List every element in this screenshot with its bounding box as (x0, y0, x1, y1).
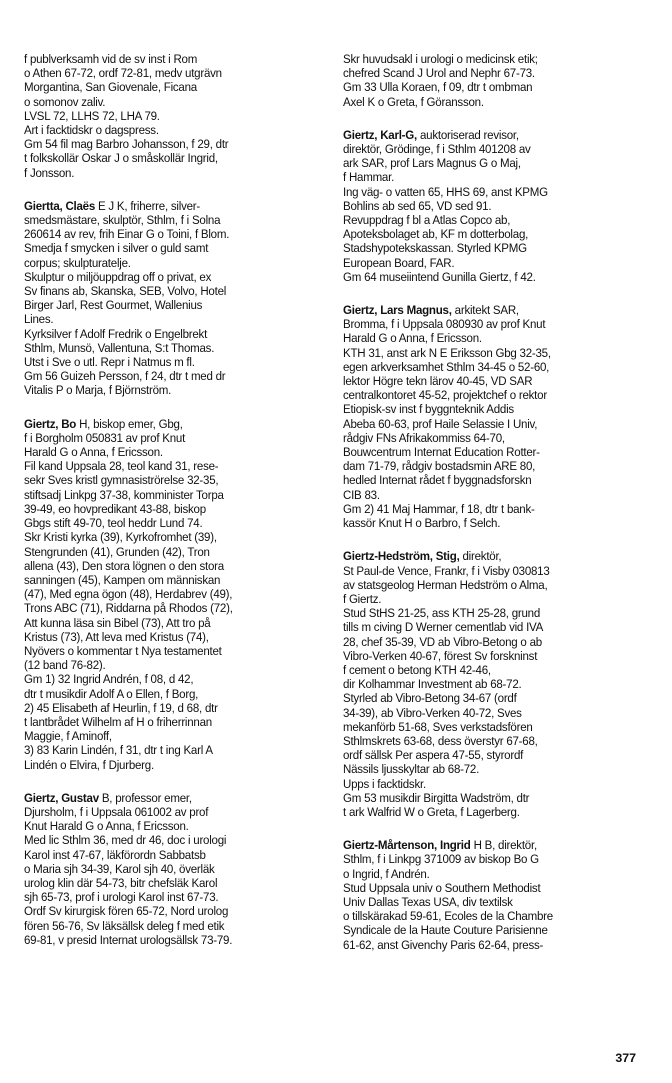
entry-text: 28, chef 35-39, VD ab Vibro-Betong o ab (343, 634, 542, 649)
entry-text: t ark Walfrid W o Greta, f Lagerberg. (343, 804, 520, 819)
entry-text: CIB 83. (343, 487, 380, 502)
entry-line (343, 881, 631, 895)
entry-line (24, 355, 312, 369)
entry-text: 34-39), ab Vibro-Verken 40-72, Sves (343, 705, 522, 720)
entry-text: urolog klin där 54-73, bitr chefsläk Karol (24, 875, 218, 890)
entry-line (24, 166, 312, 180)
entry-line (24, 284, 312, 298)
entry-line (24, 327, 312, 341)
entry-line (24, 137, 312, 151)
entry-text: Karol inst 47-67, läkförordn Sabbatsb (24, 847, 206, 862)
entry-text: Morgantina, San Giovenale, Ficana (24, 80, 197, 95)
entry-line (343, 691, 631, 705)
entry-text: 39-49, eo hovpredikant 43-88, biskop (24, 501, 206, 516)
entry-line (343, 706, 631, 720)
entry-text: Lines. (24, 312, 54, 327)
entry-line (343, 867, 631, 881)
entry-line (343, 317, 631, 331)
entry-text: Gm 54 fil mag Barbro Johansson, f 29, dtr (24, 137, 229, 152)
entry-line (24, 445, 312, 459)
entry-text: Trons ABC (71), Riddarna på Rhodos (72), (24, 601, 233, 616)
entry-text: rådgiv FNs Afrikakommiss 64-70, (343, 430, 505, 445)
entry-text: tills m civing D Werner cementlab vid IVA (343, 620, 544, 635)
entry-text: f i Borgholm 050831 av prof Knut (24, 430, 186, 445)
entry-text: f Jonsson. (24, 165, 75, 180)
entry-text: Apoteksbolaget ab, KF m dotterbolag, (343, 227, 529, 242)
entry-text: hedled Internat rådet f byggnadsforskn (343, 473, 532, 488)
entry-line (24, 644, 312, 658)
entry-text: Gm 64 museiintend Gunilla Giertz, f 42. (343, 269, 536, 284)
entry-name: Giertz-Mårtenson, Ingrid (343, 838, 471, 853)
entry-text: f cement o betong KTH 42-46, (343, 662, 491, 677)
entry-text: Harald G o Anna, f Ericsson. (343, 331, 482, 346)
directory-entry (343, 549, 653, 819)
entry-text: Stengrunden (41), Grunden (42), Tron (24, 544, 210, 559)
entry-line (343, 777, 631, 791)
entry-text: H, biskop emer, Gbg, (76, 416, 183, 431)
entry-text: corpus; skulpturatelje. (24, 255, 131, 270)
entry-line (24, 270, 312, 284)
entry-line (24, 687, 312, 701)
entry-text: Ordf Sv kirurgisk fören 65-72, Nord urolog (24, 904, 229, 919)
entry-line (24, 587, 312, 601)
entry-text: Skr huvudsakl i urologi o medicinsk etik; (343, 52, 538, 66)
directory-entry (24, 791, 334, 947)
entry-text: Gbgs stift 49-70, teol heddr Lund 74. (24, 516, 203, 531)
entry-line (24, 298, 312, 312)
entry-line (24, 701, 312, 715)
entry-line (343, 606, 631, 620)
entry-line (24, 473, 312, 487)
entry-text: St Paul-de Vence, Frankr, f i Visby 030813 (343, 563, 550, 578)
entry-text: Att kunna läsa sin Bibel (73), Att tro på (24, 615, 211, 630)
entry-text: E J K, friherre, silver- (95, 198, 201, 213)
entry-text: egen arkverksamhet Sthlm 34-45 o 52-60, (343, 359, 550, 374)
entry-text: Univ Dallas Texas USA, div textilsk (343, 894, 513, 909)
entry-line (343, 331, 631, 345)
directory-entry (24, 52, 334, 180)
entry-text: B, professor emer, (98, 790, 192, 805)
entry-line (24, 573, 312, 587)
entry-text: 3) 83 Karin Lindén, f 31, dtr t ing Karl A (24, 743, 213, 758)
entry-text: Bouwcentrum Internat Education Rotter- (343, 445, 540, 460)
entry-text: Nässils ljusskyltar ab 68-72. (343, 762, 480, 777)
entry-text: ark SAR, prof Lars Magnus G o Maj, (343, 156, 521, 171)
entry-line (343, 241, 631, 255)
entry-text: Djursholm, f i Uppsala 061002 av prof (24, 804, 209, 819)
entry-text: Gm 33 Ulla Koraen, f 09, dtr t ombman (343, 80, 533, 95)
entry-name: Giertz, Karl-G, (343, 127, 417, 142)
entry-line (24, 80, 312, 94)
entry-line (343, 431, 631, 445)
entry-text: Revuppdrag f bl a Atlas Copco ab, (343, 213, 511, 228)
entry-line (24, 919, 312, 933)
entry-text: Sthlmskrets 63-68, dess överstyr 67-68, (343, 733, 538, 748)
entry-text: allena (43), Den stora lögnen o den stora (24, 558, 224, 573)
entry-line (24, 876, 312, 890)
entry-line (24, 312, 312, 326)
entry-text: ordf sällsk Per aspera 47-55, styrordf (343, 748, 524, 763)
entry-text: chefred Scand J Urol and Nephr 67-73. (343, 66, 535, 81)
entry-line (343, 677, 631, 691)
entry-line (343, 303, 631, 317)
entry-line (24, 743, 312, 757)
entry-text: Lindén o Elvira, f Djurberg. (24, 757, 154, 772)
entry-line (343, 720, 631, 734)
entry-line (24, 559, 312, 573)
entry-line (24, 502, 312, 516)
entry-text: Styrled ab Vibro-Betong 34-67 (ordf (343, 691, 517, 706)
entry-line (24, 791, 312, 805)
entry-line (24, 431, 312, 445)
entry-line (24, 256, 312, 270)
directory-entry (24, 417, 334, 772)
entry-text: fören 56-76, Sv läksällsk deleg f med etik (24, 918, 225, 933)
entry-line (343, 227, 631, 241)
entry-text: Skulptur o miljöuppdrag off o privat, ex (24, 269, 212, 284)
entry-line (343, 52, 631, 66)
entry-line (343, 374, 631, 388)
entry-text: Stadshypotekskassan. Styrled KPMG (343, 241, 527, 256)
entry-text: auktoriserad revisor, (416, 127, 519, 142)
entry-text: sjh 65-73, prof i urologi Karol inst 67-73. (24, 890, 219, 905)
entry-line (24, 227, 312, 241)
entry-line (343, 923, 631, 937)
entry-text: Gm 2) 41 Maj Hammar, f 18, dtr t bank- (343, 501, 535, 516)
entry-line (343, 620, 631, 634)
entry-text: dam 71-79, rådgiv bostadsmin ARE 80, (343, 459, 536, 474)
entry-line (24, 459, 312, 473)
entry-line (343, 66, 631, 80)
entry-line (24, 151, 312, 165)
entry-text: arkitekt SAR, (451, 303, 519, 318)
entry-line (343, 592, 631, 606)
entry-name: Giertz-Hedström, Stig, (343, 549, 460, 564)
entry-line (343, 635, 631, 649)
entry-text: Fil kand Uppsala 28, teol kand 31, rese- (24, 459, 219, 474)
entry-line (24, 52, 312, 66)
entry-line (24, 545, 312, 559)
entry-line (24, 904, 312, 918)
entry-text: Sv finans ab, Skanska, SEB, Volvo, Hotel (24, 284, 227, 299)
entry-text: European Board, FAR. (343, 255, 455, 270)
entry-text: o tillskärakad 59-61, Ecoles de la Chambre (343, 909, 553, 924)
entry-text: f publverksamh vid de sv inst i Rom (24, 52, 198, 66)
entry-line (24, 530, 312, 544)
entry-text: o Athen 67-72, ordf 72-81, medv utgrävn (24, 66, 222, 81)
entry-line (24, 933, 312, 947)
entry-line (343, 156, 631, 170)
entry-text: Syndicale de la Haute Couture Parisienne (343, 923, 548, 938)
entry-text: Stud Uppsala univ o Southern Methodist (343, 880, 541, 895)
entry-text: t folkskollär Oskar J o småskollär Ingrid, (24, 151, 218, 166)
entry-line (343, 549, 631, 563)
left-column (24, 52, 334, 966)
entry-text: 260614 av rev, frih Einar G o Toini, f Blom. (24, 227, 230, 242)
entry-text: sekr Sves kristl gymnasiströrelse 32-35, (24, 473, 219, 488)
entry-text: Skr Kristi kyrka (39), Kyrkofromhet (39), (24, 530, 217, 545)
entry-line (343, 459, 631, 473)
entry-text: Gm 1) 32 Ingrid Andrén, f 08, d 42, (24, 672, 194, 687)
entry-line (343, 734, 631, 748)
entry-text: Kyrksilver f Adolf Fredrik o Engelbrekt (24, 326, 208, 341)
entry-line (343, 564, 631, 578)
entry-line (343, 663, 631, 677)
entry-text: Abeba 60-63, prof Haile Selassie I Univ, (343, 416, 538, 431)
entry-line (24, 516, 312, 530)
entry-text: Utst i Sve o utl. Repr i Natmus m fl. (24, 355, 195, 370)
entry-text: dir Kolhammar Investment ab 68-72. (343, 677, 522, 692)
entry-line (343, 185, 631, 199)
entry-text: f Hammar. (343, 170, 395, 185)
entry-line (343, 516, 631, 530)
entry-text: Sthlm, Munsö, Vallentuna, S:t Thomas. (24, 340, 215, 355)
entry-text: o Ingrid, f Andrén. (343, 866, 430, 881)
entry-line (24, 672, 312, 686)
entry-line (343, 199, 631, 213)
entry-line (24, 833, 312, 847)
entry-line (343, 213, 631, 227)
entry-text: mekanförb 51-68, Sves verkstadsfören (343, 719, 533, 734)
entry-line (343, 938, 631, 952)
entry-text: dtr t musikdir Adolf A o Ellen, f Borg, (24, 686, 199, 701)
entry-line (343, 838, 631, 852)
entry-line (24, 109, 312, 123)
entry-line (24, 383, 312, 397)
entry-text: Vibro-Verken 40-67, förest Sv forskninst (343, 648, 538, 663)
entry-name: Giertz, Gustav (24, 790, 99, 805)
entry-text: (47), Med egna ögon (48), Herdabrev (49), (24, 587, 233, 602)
entry-line (343, 346, 631, 360)
entry-name: Giertz, Bo (24, 416, 77, 431)
entry-text: (12 band 76-82). (24, 658, 106, 673)
entry-line (24, 819, 312, 833)
directory-entry (343, 128, 653, 284)
entry-line (24, 66, 312, 80)
entry-text: 61-62, anst Givenchy Paris 62-64, press- (343, 937, 544, 952)
entry-line (24, 95, 312, 109)
entry-line (343, 791, 631, 805)
entry-line (24, 890, 312, 904)
entry-line (343, 473, 631, 487)
entry-text: Etiopisk-sv inst f byggnteknik Addis (343, 402, 514, 417)
directory-entry (343, 303, 653, 530)
entry-line (24, 658, 312, 672)
entry-text: Harald G o Anna, f Ericsson. (24, 445, 163, 460)
entry-text: 69-81, v presid Internat urologsällsk 73-79. (24, 932, 233, 947)
entry-text: Bohlins ab sed 65, VD sed 91. (343, 198, 492, 213)
entry-text: Stud StHS 21-25, ass KTH 25-28, grund (343, 606, 541, 621)
entry-line (343, 762, 631, 776)
entry-text: H B, direktör, (470, 838, 537, 853)
right-column (343, 52, 653, 971)
entry-line (24, 341, 312, 355)
entry-text: Gm 56 Guizeh Persson, f 24, dtr t med dr (24, 369, 226, 384)
entry-text: sanningen (45), Kampen om människan (24, 572, 221, 587)
entry-line (343, 488, 631, 502)
page-number: 377 (615, 1051, 636, 1065)
entry-line (343, 360, 631, 374)
entry-text: Art i facktidskr o dagspress. (24, 123, 159, 138)
entry-text: Maggie, f Aminoff, (24, 729, 112, 744)
entry-line (343, 445, 631, 459)
entry-line (24, 369, 312, 383)
entry-line (24, 123, 312, 137)
entry-line (343, 128, 631, 142)
entry-text: Bromma, f i Uppsala 080930 av prof Knut (343, 317, 546, 332)
entry-line (343, 895, 631, 909)
entry-line (24, 862, 312, 876)
entry-text: 2) 45 Elisabeth af Heurlin, f 19, d 68, dtr (24, 700, 218, 715)
entry-text: Vitalis P o Marja, f Björnström. (24, 383, 172, 398)
entry-line (24, 729, 312, 743)
entry-text: Axel K o Greta, f Göransson. (343, 94, 484, 109)
entry-name: Giertz, Lars Magnus, (343, 303, 452, 318)
entry-name: Giertta, Claës (24, 198, 96, 213)
entry-line (343, 270, 631, 284)
entry-line (343, 805, 631, 819)
entry-text: o somonov zaliv. (24, 94, 106, 109)
entry-line (343, 95, 631, 109)
entry-text: Med lic Sthlm 36, med dr 46, doc i urologi (24, 833, 227, 848)
entry-text: f Giertz. (343, 591, 382, 606)
entry-text: LVSL 72, LLHS 72, LHA 79. (24, 108, 160, 123)
entry-text: Nyövers o kommentar t Nya testamentet (24, 643, 222, 658)
entry-line (343, 402, 631, 416)
entry-text: smedsmästare, skulptör, Sthlm, f i Solna (24, 213, 221, 228)
entry-line (343, 417, 631, 431)
entry-line (24, 848, 312, 862)
entry-line (24, 241, 312, 255)
entry-line (24, 213, 312, 227)
entry-line (24, 805, 312, 819)
entry-line (343, 142, 631, 156)
entry-text: Smedja f smycken i silver o guld samt (24, 241, 209, 256)
entry-text: lektor Högre tekn lärov 40-45, VD SAR (343, 374, 533, 389)
directory-entry (24, 199, 334, 398)
entry-text: Birger Jarl, Rest Gourmet, Wallenius (24, 298, 203, 313)
entry-line (343, 909, 631, 923)
entry-text: stiftsadj Linkpg 37-38, komminister Torpa (24, 487, 224, 502)
entry-text: Kristus (73), Att leva med Kristus (74), (24, 629, 209, 644)
entry-line (24, 488, 312, 502)
entry-text: Gm 53 musikdir Birgitta Wadström, dtr (343, 790, 530, 805)
entry-line (343, 578, 631, 592)
entry-line (343, 256, 631, 270)
entry-line (24, 417, 312, 431)
entry-line (24, 758, 312, 772)
entry-text: Upps i facktidskr. (343, 776, 426, 791)
entry-line (343, 649, 631, 663)
entry-text: t lantbrådet Wilhelm af H o friherrinnan (24, 714, 212, 729)
entry-line (343, 852, 631, 866)
entry-text: Ing väg- o vatten 65, HHS 69, anst KPMG (343, 184, 548, 199)
entry-text: Knut Harald G o Anna, f Ericsson. (24, 819, 189, 834)
entry-text: direktör, (459, 549, 502, 564)
entry-line (343, 388, 631, 402)
entry-text: KTH 31, anst ark N E Eriksson Gbg 32-35, (343, 345, 551, 360)
entry-text: av statsgeolog Herman Hedström o Alma, (343, 577, 548, 592)
entry-text: direktör, Grödinge, f i Sthlm 401208 av (343, 142, 531, 157)
entry-line (24, 715, 312, 729)
entry-text: kassör Knut H o Barbro, f Selch. (343, 516, 501, 531)
entry-text: Sthlm, f i Linkpg 371009 av biskop Bo G (343, 852, 539, 867)
entry-text: o Maria sjh 34-39, Karol sjh 40, överläk (24, 861, 215, 876)
directory-entry (343, 52, 653, 109)
entry-line (24, 616, 312, 630)
entry-line (24, 630, 312, 644)
entry-line (24, 199, 312, 213)
entry-line (343, 502, 631, 516)
entry-line (343, 170, 631, 184)
entry-line (24, 601, 312, 615)
entry-line (343, 80, 631, 94)
entry-text: centralkontoret 45-52, projektchef o rektor (343, 388, 547, 403)
directory-entry (343, 838, 653, 952)
entry-line (343, 748, 631, 762)
